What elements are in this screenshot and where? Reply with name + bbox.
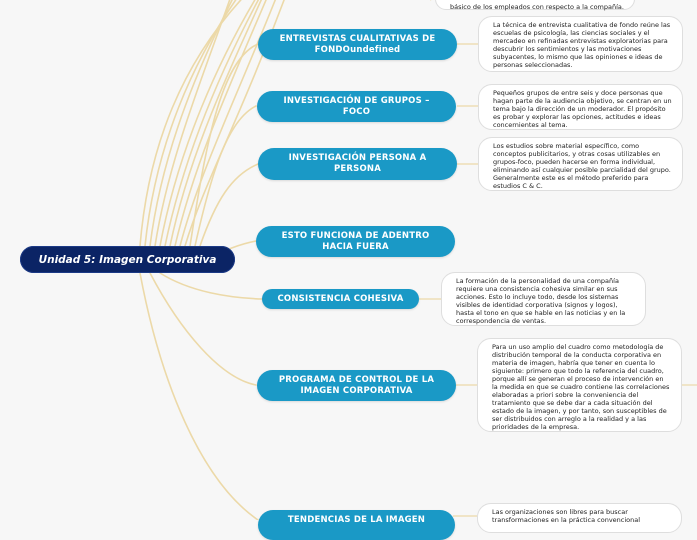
note-text: Pequeños grupos de entre seis y doce personas que hagan parte de la audiencia objetivo, se centran en un tema bajo la dirección de un moderador. El propósito es probar y explorar las opciones, actitudes e ideas concernientes al tema.	[493, 89, 672, 129]
note-consistencia-cohesiva	[441, 272, 646, 326]
topic-tendencias-imagen[interactable]	[258, 510, 455, 540]
topic-label: PROGRAMA DE CONTROL DE LA IMAGEN CORPORATIVA	[278, 374, 435, 396]
note-text: Las organizaciones son libres para buscar transformaciones en la práctica convencional	[492, 508, 641, 524]
note-text: Los estudios sobre material específico, como conceptos publicitarios, y otras cosas utilizables en grupos-foco, pueden hacerse en forma individual, eliminando así cualquier posible parcialidad del grupo. Generalmente este es el método preferido para estudios C & C.	[493, 142, 671, 190]
note-text: La técnica de entrevista cualitativa de fondo reúne las escuelas de psicología, las ciencias sociales y el mercadeo en refinadas entrevistas exploratorias para descubrir los sentimientos y las motivaciones subyacentes, lo mismo que las opiniones e ideas de personas seleccionadas.	[493, 21, 671, 69]
topic-label: INVESTIGACIÓN PERSONA A PERSONA	[288, 153, 427, 174]
topic-label: ENTREVISTAS CUALITATIVAS DE FONDOundefined	[279, 33, 436, 55]
root-node[interactable]	[20, 246, 235, 273]
topic-label: CONSISTENCIA COHESIVA	[277, 293, 404, 304]
topic-programa-control[interactable]	[257, 370, 456, 401]
note-text: Para un uso amplio del cuadro como metodología de distribución temporal de la conducta corporativa en materia de imagen, habría que tener en cuenta lo siguiente: primero que todo la referencia del cuadro, porque allí se generan el proceso de intervención en la medida en que se cuadro contiene las correlaciones elaboradas a priori sobre la conveniencia del tratamiento que se debe dar a cada situación del estado de la imagen, y por tanto, son susceptibles de ser distribuidos con arreglo a la realidad y a las prioridades de la empresa.	[492, 343, 670, 431]
note-top-partial	[435, 0, 635, 10]
topic-persona-a-persona[interactable]	[258, 148, 457, 180]
note-text: La formación de la personalidad de una compañía requiere una consistencia cohesiva similar en sus acciones. Esto lo incluye todo, desde los sistemas visibles de identidad corporativa (signos y logos), hasta el tono en que se hable en las noticias y en la correspondencia de ventas.	[456, 277, 626, 325]
note-text: básico de los empleados con respecto a la compañía.	[450, 3, 624, 11]
note-programa-control	[477, 338, 682, 432]
note-entrevistas-cualitativas	[478, 16, 683, 72]
topic-label: ESTO FUNCIONA DE ADENTRO HACIA FUERA	[281, 230, 430, 252]
topic-entrevistas-cualitativas[interactable]	[258, 29, 457, 60]
note-persona-a-persona	[478, 137, 683, 191]
note-tendencias-imagen	[477, 503, 682, 533]
topic-grupos-foco[interactable]	[257, 91, 456, 122]
note-grupos-foco	[478, 84, 683, 130]
topic-label: INVESTIGACIÓN DE GRUPOS – FOCO	[283, 95, 430, 117]
root-label: Unidad 5: Imagen Corporativa	[38, 253, 217, 266]
topic-adentro-hacia-fuera[interactable]	[256, 226, 455, 257]
topic-label: TENDENCIAS DE LA IMAGEN	[287, 515, 426, 525]
topic-consistencia-cohesiva[interactable]	[262, 289, 419, 309]
